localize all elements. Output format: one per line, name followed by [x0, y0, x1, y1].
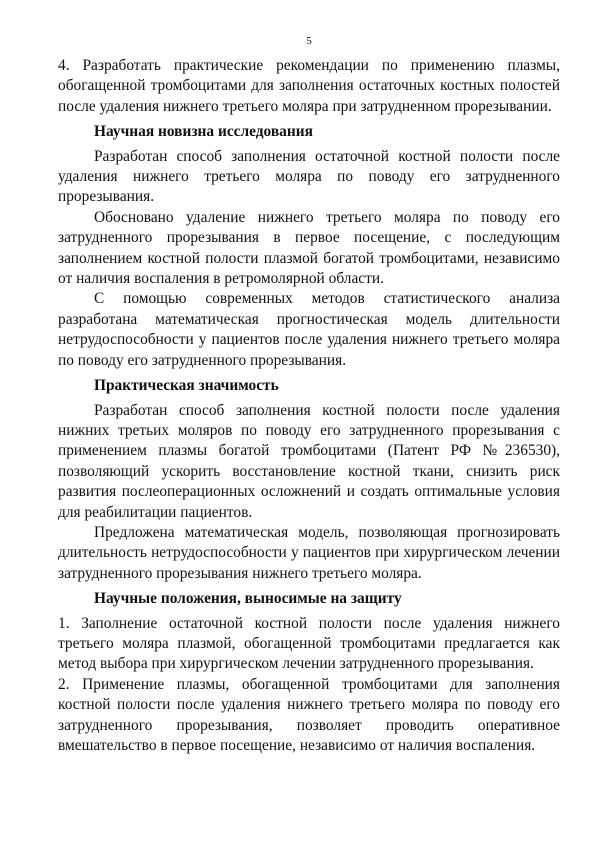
practical-heading: Практическая значимость [94, 377, 279, 395]
novelty-paragraph-2: Обосновано удаление нижнего третьего моляра по поводу его затрудненного прорезывания в первое посещение, с последующим заполнением костной полости плазмой богатой тромбоцитами, независимо от наличия воспаления в ретромолярной области. [58, 208, 560, 288]
novelty-heading: Научная новизна исследования [94, 123, 313, 141]
defense-heading: Научные положения, выносимые на защиту [94, 590, 402, 608]
objective-4: 4. Разработать практические рекомендации по применению плазмы, обогащенной тромбоцитами для заполнения остаточных костных полостей после удаления нижнего третьего моляра при затрудненном прорезывании. [58, 57, 560, 115]
practical-paragraph-2: Предложена математическая модель, позволяющая прогнозировать длительность нетрудоспособности у пациентов при хирургическом лечении затрудненного прорезывания нижнего третьего моляра. [58, 523, 560, 582]
defense-item-1: 1. Заполнение остаточной костной полости после удаления нижнего третьего моляра плазмой, обогащенной тромбоцитами предлагается как метод выбора при хирургическом лечении затрудненного прорезывания. [58, 614, 560, 673]
novelty-paragraph-3: С помощью современных методов статистического анализа разработана математическая прогностическая модель длительности нетрудоспособности у пациентов после удаления нижнего третьего моляра по поводу его затрудненного прорезывания. [58, 290, 560, 369]
defense-item-2: 2. Применение плазмы, обогащенной тромбоцитами для заполнения костной полости после удаления нижнего третьего моляра по поводу его затрудненного прорезывания, позволяет проводить оперативное вмешательство в первое посещение, независимо от наличия воспаления. [58, 675, 560, 754]
practical-paragraph-1: Разработан способ заполнения костной полости после удаления нижних третьих моляров по поводу его затрудненного прорезывания с применением плазмы богатой тромбоцитами (Патент РФ №236530), позволяющий ускорить восстановление костной ткани, снизить риск развития послеоперационных осложнений и создать оптимальные условия для реабилитации пациентов. [58, 401, 560, 521]
page-number: 5 [306, 35, 312, 47]
novelty-paragraph-1: Разработан способ заполнения остаточной костной полости после удаления нижнего третьего моляра по поводу его затрудненного прорезывания. [58, 147, 560, 206]
